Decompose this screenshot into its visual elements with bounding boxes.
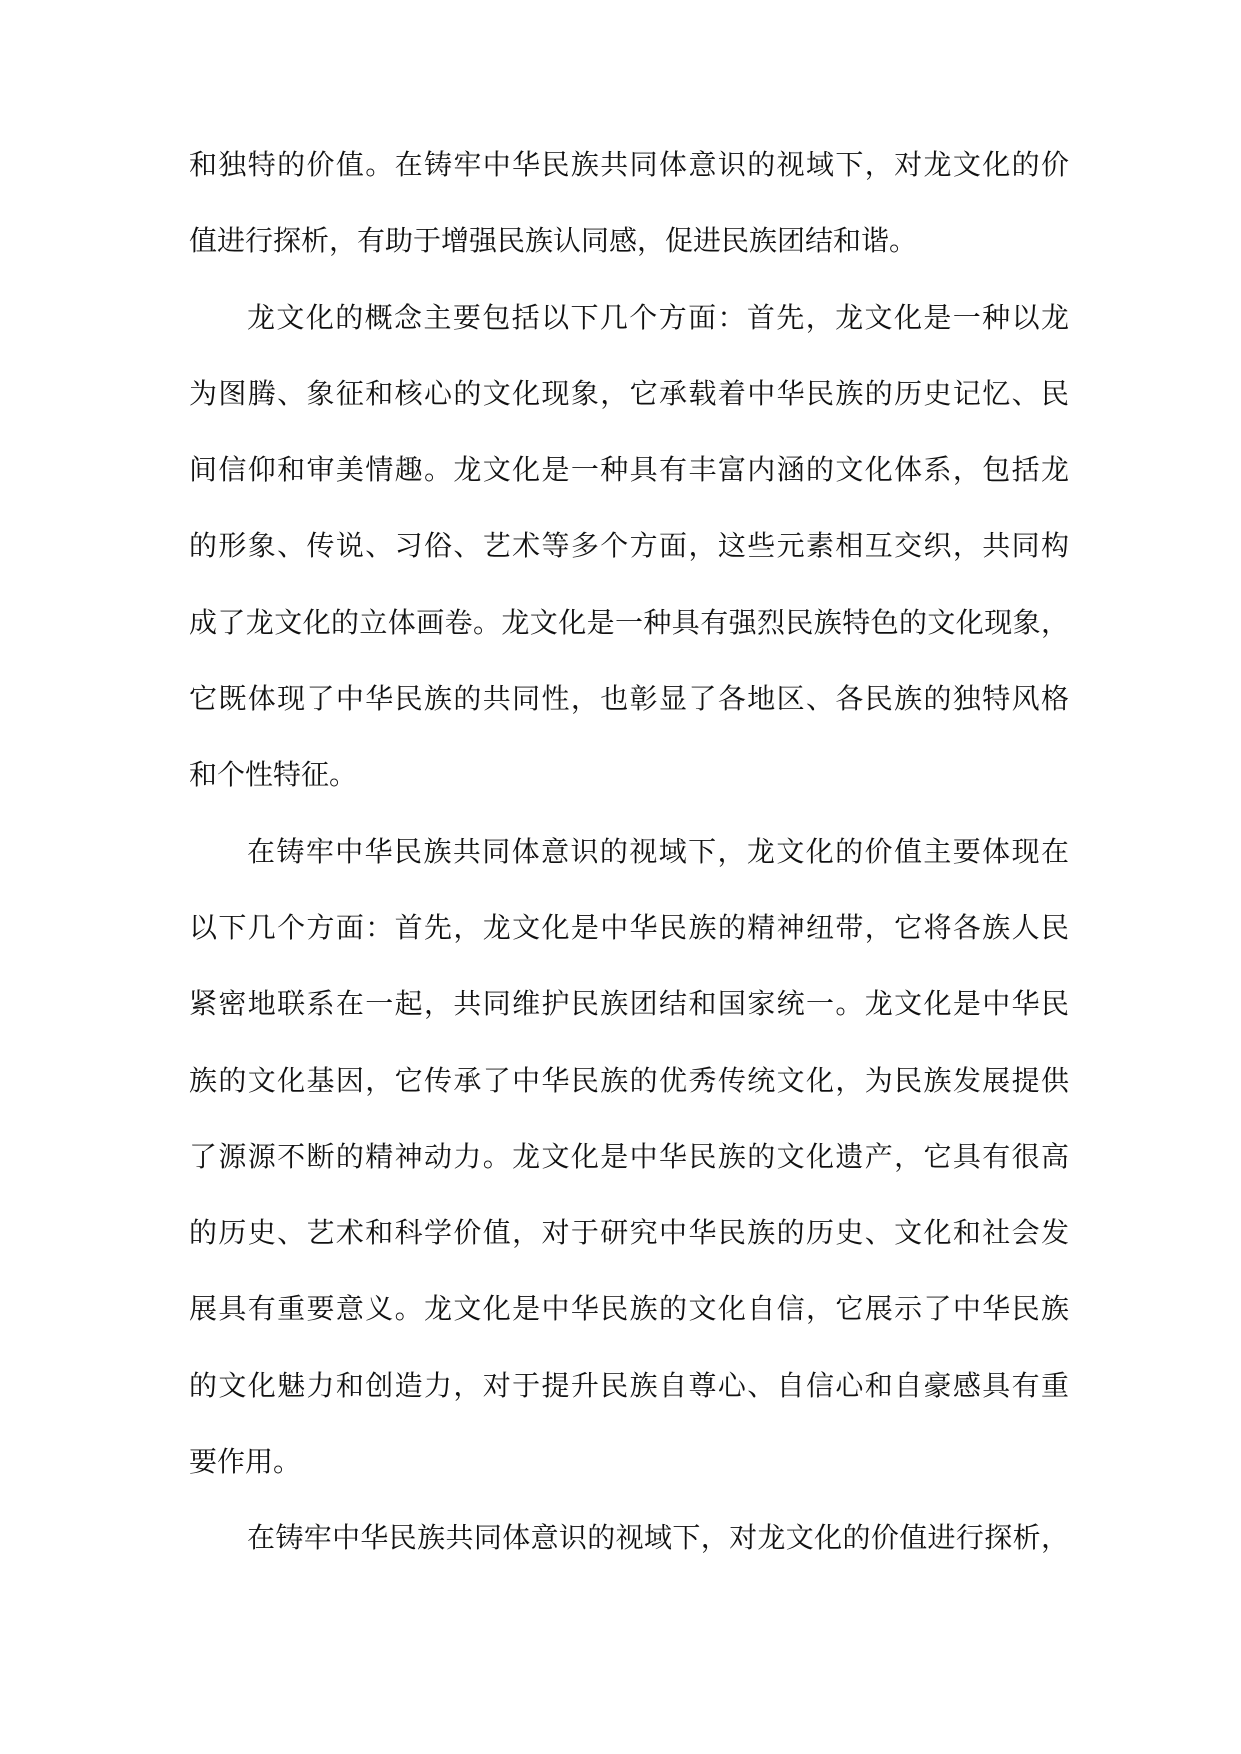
paragraph-line: 和个性特征。 [189,758,358,792]
paragraph-line: 和独特的价值。在铸牢中华民族共同体意识的视域下，对龙文化的价 [189,148,1069,181]
paragraph-line: 的形象、传说、习俗、艺术等多个方面，这些元素相互交织，共同构 [189,529,1069,563]
paragraph-line: 龙文化的概念主要包括以下几个方面：首先，龙文化是一种以龙 [247,300,1069,334]
paragraph-line: 在铸牢中华民族共同体意识的视域下，对龙文化的价值进行探析， [247,1521,1069,1555]
paragraph-line: 在铸牢中华民族共同体意识的视域下，龙文化的价值主要体现在 [247,834,1069,868]
paragraph-line: 它既体现了中华民族的共同性，也彰显了各地区、各民族的独特风格 [189,682,1069,716]
paragraph-line: 紧密地联系在一起，共同维护民族团结和国家统一。龙文化是中华民 [189,987,1069,1021]
paragraph-2 [189,293,1069,827]
paragraph-line: 要作用。 [189,1445,302,1479]
paragraph-3 [189,827,1069,1514]
paragraph-line: 展具有重要意义。龙文化是中华民族的文化自信，它展示了中华民族 [189,1292,1069,1326]
paragraph-line: 的历史、艺术和科学价值，对于研究中华民族的历史、文化和社会发 [189,1216,1069,1250]
paragraph-line: 族的文化基因，它传承了中华民族的优秀传统文化，为民族发展提供 [189,1063,1069,1097]
paragraph-4 [189,1513,1069,1589]
paragraph-line: 为图腾、象征和核心的文化现象，它承载着中华民族的历史记忆、民 [189,376,1069,410]
paragraph-line: 的文化魅力和创造力，对于提升民族自尊心、自信心和自豪感具有重 [189,1368,1069,1402]
paragraph-line: 值进行探析，有助于增强民族认同感，促进民族团结和谐。 [189,224,918,258]
paragraph-1 [189,140,1069,293]
paragraph-line: 间信仰和审美情趣。龙文化是一种具有丰富内涵的文化体系，包括龙 [189,453,1069,487]
paragraph-line: 以下几个方面：首先，龙文化是中华民族的精神纽带，它将各族人民 [189,910,1069,944]
body-text [189,140,1069,1590]
paragraph-line: 成了龙文化的立体画卷。龙文化是一种具有强烈民族特色的文化现象， [189,605,1069,639]
paragraph-line: 了源源不断的精神动力。龙文化是中华民族的文化遗产，它具有很高 [189,1139,1069,1173]
